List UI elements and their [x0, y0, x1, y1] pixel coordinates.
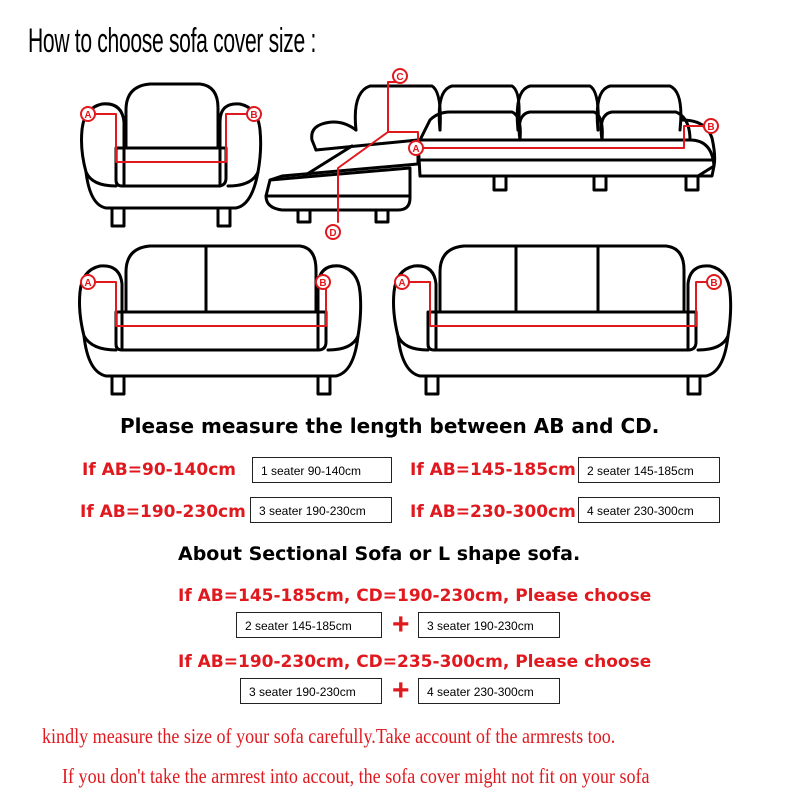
- loveseat-illustration: [80, 246, 361, 394]
- sectional-rule-2-condition: If AB=190-230cm, CD=235-300cm, Please choose: [178, 652, 652, 672]
- loveseat-label-a: A: [84, 278, 92, 289]
- sectional-illustration: [266, 86, 715, 222]
- sectional-label-b: B: [707, 122, 715, 133]
- armchair-illustration: [82, 84, 261, 226]
- sectional-rule-1-option-a: 2 seater 145-185cm: [236, 612, 382, 638]
- size-option-3: 3 seater 190-230cm: [250, 497, 392, 523]
- armchair-label-b: B: [250, 110, 258, 121]
- sectional-rule-1-option-b: 3 seater 190-230cm: [418, 612, 560, 638]
- sectional-rule-1-plus: +: [392, 608, 410, 641]
- size-option-1: 1 seater 90-140cm: [252, 457, 392, 483]
- sectional-rule-1-condition: If AB=145-185cm, CD=190-230cm, Please choose: [178, 586, 652, 606]
- armchair-label-a: A: [84, 110, 92, 121]
- size-condition-4: If AB=230-300cm: [410, 502, 576, 522]
- note-armrest-warning: If you don't take the armrest into accout, the sofa cover might not fit on your sofa: [62, 764, 650, 788]
- sectional-rule-2-option-a: 3 seater 190-230cm: [240, 678, 382, 704]
- sectional-rule-2-option-b: 4 seater 230-300cm: [418, 678, 560, 704]
- marker-circles: [81, 69, 721, 289]
- loveseat-label-b: B: [319, 278, 327, 289]
- three-seater-label-b: B: [710, 278, 718, 289]
- size-condition-3: If AB=190-230cm: [80, 502, 246, 522]
- size-option-2: 2 seater 145-185cm: [578, 457, 720, 483]
- three-seater-measure-lines: [410, 282, 710, 326]
- marker-letters: [84, 72, 717, 289]
- sectional-heading: About Sectional Sofa or L shape sofa.: [178, 543, 581, 565]
- sectional-label-d: D: [329, 228, 337, 239]
- loveseat-measure-lines: [96, 282, 326, 326]
- armchair-measure-lines: [96, 114, 250, 162]
- size-condition-2: If AB=145-185cm: [410, 460, 576, 480]
- measure-instruction: Please measure the length between AB and CD.: [120, 414, 660, 438]
- sectional-measure-lines: [338, 82, 706, 222]
- size-condition-1: If AB=90-140cm: [82, 460, 236, 480]
- sectional-rule-2-plus: +: [392, 674, 410, 707]
- three-seater-illustration: [394, 246, 731, 394]
- page-title: How to choose sofa cover size :: [28, 22, 316, 60]
- sectional-label-c: C: [396, 72, 404, 83]
- sectional-label-a: A: [412, 144, 420, 155]
- note-measure-carefully: kindly measure the size of your sofa carefully.Take account of the armrests too.: [42, 724, 616, 748]
- three-seater-label-a: A: [398, 278, 406, 289]
- size-option-4: 4 seater 230-300cm: [578, 497, 720, 523]
